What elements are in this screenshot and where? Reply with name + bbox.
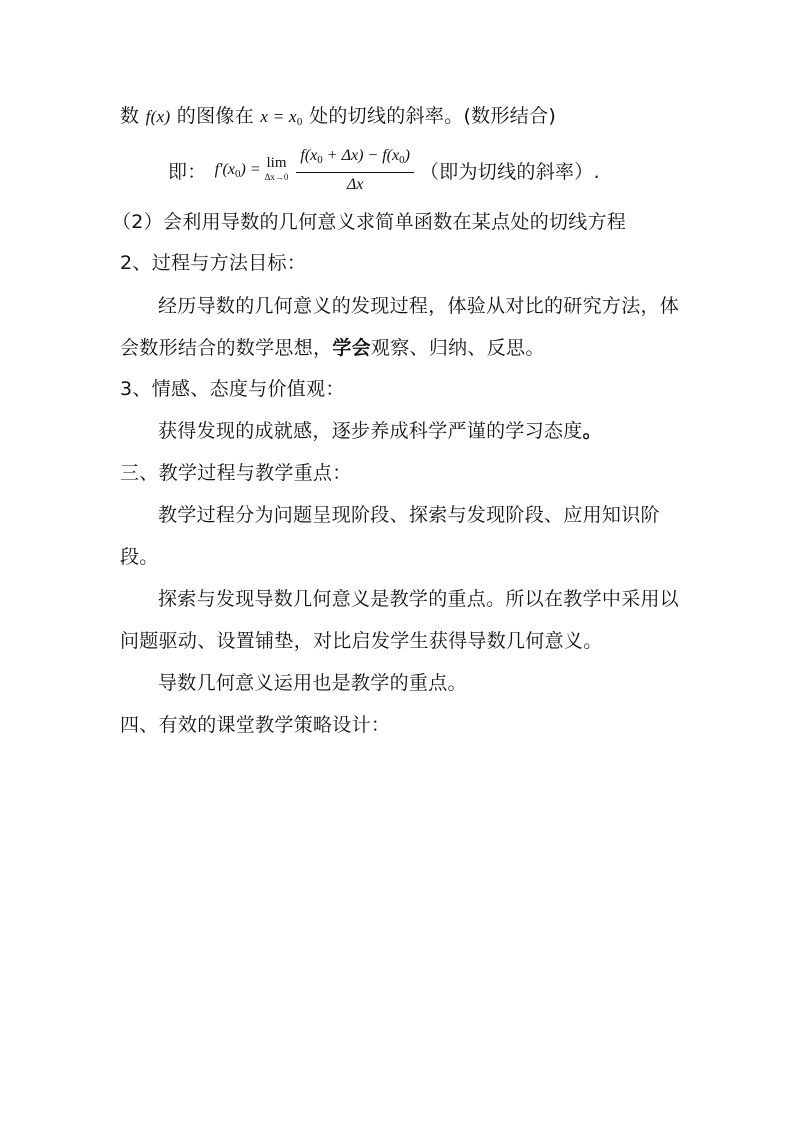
section-heading-emotion-attitude: 3、情感、态度与价值观： (120, 378, 345, 400)
math-function: f(x) (145, 107, 171, 126)
formula-lhs-close: ) = (240, 160, 261, 178)
bold-text: 学会 (332, 337, 371, 359)
limit-subscript: Δx→0 (264, 172, 289, 182)
limit-operator (265, 156, 289, 184)
formula-note: （即为切线的斜率）. (419, 160, 600, 183)
math-condition-lhs: x = x (260, 107, 297, 126)
paragraph-line: 导数几何意义运用也是教学的重点。 (158, 672, 467, 694)
text-segment: 会数形结合的数学思想， (120, 337, 333, 359)
numerator-part: + Δx) − f(x (322, 146, 400, 164)
paragraph-line: 问题驱动、设置铺垫，对比启发学生获得导数几何意义。 (120, 630, 603, 652)
part-heading-teaching-strategy: 四、有效的课堂教学策略设计： (120, 714, 391, 736)
numerator-part: f(x (300, 146, 318, 164)
derivative-formula-row (168, 146, 600, 194)
formula-lhs-text: f′(x (214, 160, 235, 178)
paragraph-line (120, 336, 545, 360)
fraction-denominator: Δx (346, 175, 364, 193)
fraction-numerator (296, 146, 414, 173)
paragraph-line: 探索与发现导数几何意义是教学的重点。所以在教学中采用以 (158, 588, 680, 610)
formula-label: 即： (168, 160, 207, 183)
math-subscript: 0 (234, 167, 241, 180)
paragraph-line: 教学过程分为问题呈现阶段、探索与发现阶段、应用知识阶 (158, 504, 660, 526)
text-segment: 数 (120, 105, 140, 127)
math-subscript: 0 (399, 153, 405, 166)
math-condition (260, 107, 302, 126)
math-subscript: 0 (317, 153, 323, 166)
objective-item-2: （2）会利用导数的几何意义求简单函数在某点处的切线方程 (112, 211, 627, 233)
bold-text: 。 (582, 420, 602, 442)
text-line-1 (120, 104, 556, 134)
part-heading-teaching-process: 三、教学过程与教学重点： (120, 462, 352, 484)
math-subscript: 0 (296, 116, 303, 128)
paragraph-line (158, 419, 602, 443)
paragraph-line: 经历导数的几何意义的发现过程，体验从对比的研究方法，体 (158, 295, 680, 317)
section-heading-process-methods: 2、过程与方法目标： (120, 252, 307, 274)
numerator-part: ) (404, 146, 410, 164)
difference-quotient (296, 146, 414, 195)
text-segment: 观察、归纳、反思。 (370, 337, 545, 359)
text-segment: 处的切线的斜率。(数形结合) (309, 105, 557, 127)
limit-word: lim (266, 155, 287, 171)
paragraph-line: 段。 (120, 546, 159, 568)
text-segment: 的图像在 (176, 105, 254, 127)
derivative-formula (215, 146, 414, 195)
text-segment: 获得发现的成就感，逐步养成科学严谨的学习态度 (158, 420, 583, 442)
formula-lhs (215, 161, 261, 180)
